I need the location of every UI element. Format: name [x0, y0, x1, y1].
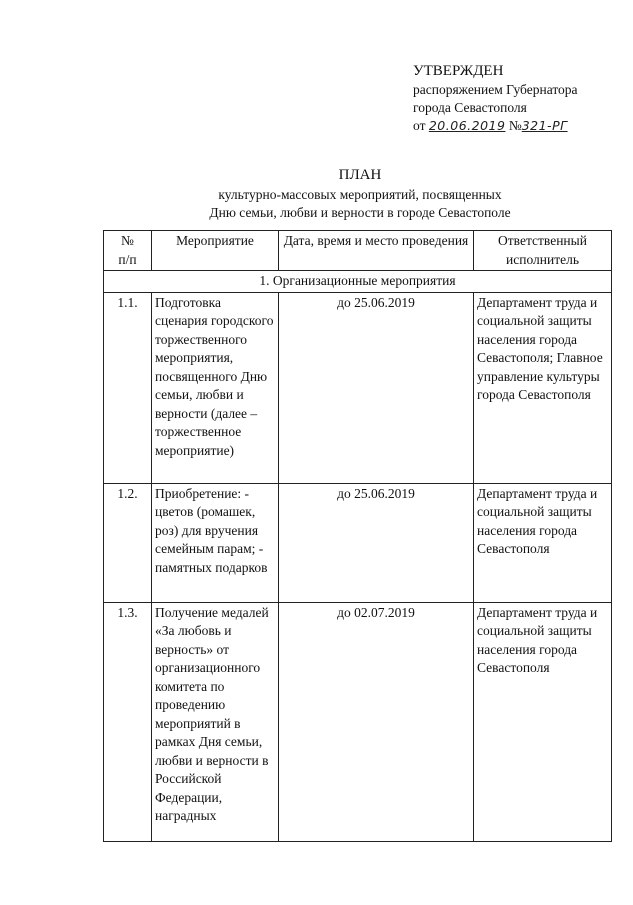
row-event: Приобретение: - цветов (ромашек, роз) для вручения семейным парам; - памятных подарков — [152, 483, 279, 602]
row-responsible: Департамент труда и социальной защиты населения города Севастополя — [474, 602, 612, 841]
row-date: до 25.06.2019 — [279, 292, 474, 483]
approval-line-1: распоряжением Губернатора — [413, 82, 578, 97]
row-date: до 25.06.2019 — [279, 483, 474, 602]
row-event: Подготовка сценария городского торжественного мероприятия, посвященного Дню семьи, любви и верности (далее – торжественное мероприятие) — [152, 292, 279, 483]
header-number — [104, 231, 152, 271]
approval-date: 20.06.2019 — [428, 118, 506, 133]
row-date: до 02.07.2019 — [279, 602, 474, 841]
row-number: 1.2. — [104, 483, 152, 602]
row-number: 1.1. — [104, 292, 152, 483]
header-date-place: Дата, время и место проведения — [279, 231, 474, 271]
approval-title: УТВЕРЖДЕН — [413, 63, 504, 79]
row-event: Получение медалей «За любовь и верность» от организационного комитета по проведению мероприятий в рамках Дня семьи, любви и верности в Российской Федерации, наградных — [152, 602, 279, 841]
approval-date-line — [413, 117, 578, 135]
header-event: Мероприятие — [152, 231, 279, 271]
table-row — [104, 292, 612, 483]
header-number-line-2: п/п — [118, 251, 137, 267]
document-title: ПЛАН — [338, 167, 382, 183]
approval-number-sign: № — [508, 118, 522, 133]
header-number-line-1: № — [121, 233, 134, 248]
header-responsible: Ответственный исполнитель — [474, 231, 612, 271]
section-row — [104, 271, 612, 293]
document-subtitle-line-2: Дню семьи, любви и верности в городе Севастополе — [209, 205, 511, 220]
approval-line-2: города Севастополя — [413, 100, 527, 115]
row-number: 1.3. — [104, 602, 152, 841]
approval-stamp — [413, 62, 578, 135]
approval-number: 321-РГ — [521, 118, 568, 133]
table-header-row — [104, 231, 612, 271]
section-title: 1. Организационные мероприятия — [104, 271, 612, 293]
row-responsible: Департамент труда и социальной защиты населения города Севастополя — [474, 483, 612, 602]
approval-date-prefix: от — [413, 118, 426, 133]
events-table — [103, 230, 612, 842]
row-responsible: Департамент труда и социальной защиты населения города Севастополя; Главное управление культуры города Севастополя — [474, 292, 612, 483]
document-subtitle-line-1: культурно-массовых мероприятий, посвященных — [218, 187, 502, 202]
table-row — [104, 602, 612, 841]
document-heading — [150, 165, 570, 222]
table-row — [104, 483, 612, 602]
